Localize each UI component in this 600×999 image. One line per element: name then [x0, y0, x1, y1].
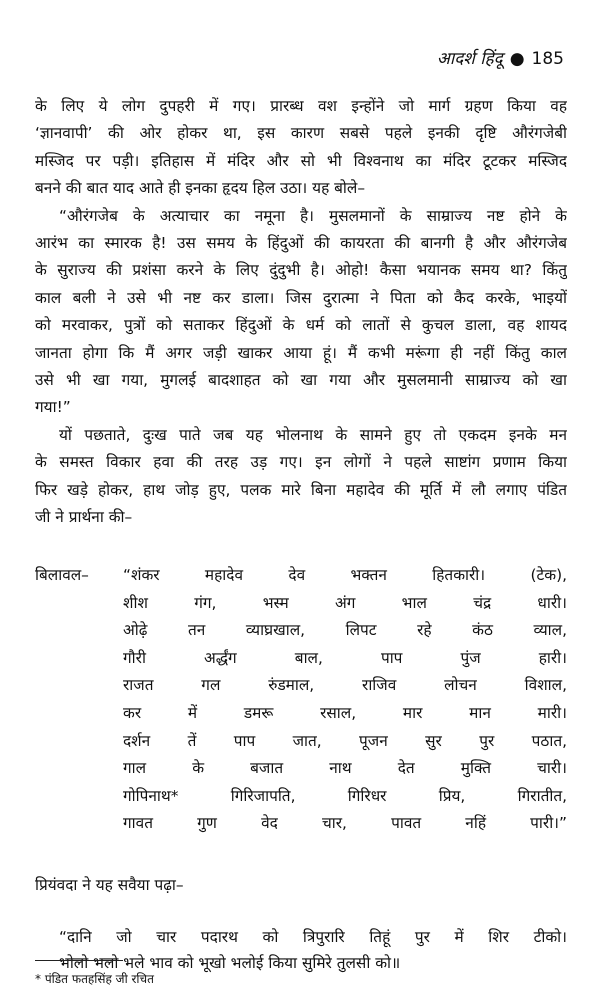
- text-line: “औरंगजेब के अत्याचार का नमूना है। मुसलमानों के साम्राज्य नष्ट होने के: [59, 206, 567, 225]
- verse-line: गौरी अर्द्धंग बाल, पाप पुंज हारी।: [123, 648, 567, 667]
- savaiya-line: “दानि जो चार पदारथ को त्रिपुरारि तिहूं पुर में शिर टीको।: [59, 928, 567, 946]
- text-line: उसे भी खा गया, मुगलई बादशाहत को खा गया और मुसलमानी साम्राज्य को खा: [35, 371, 567, 390]
- text-line: बनने की बात याद आते ही इनका हृदय हिल उठा। यह बोले–: [35, 179, 366, 198]
- text-line: गया!”: [35, 398, 71, 417]
- text-line: जी ने प्रार्थना की–: [35, 508, 133, 527]
- text-line: को मरवाकर, पुत्रों को सताकर हिंदुओं के धर्म को लातों से कुचल डाला, वह शायद: [35, 316, 567, 335]
- text-line: के सुराज्य की प्रशंसा करने के लिए दुंदुभी है। ओहो! कैसा भयानक समय था? किंतु: [35, 261, 567, 280]
- running-header: [437, 46, 564, 69]
- page-number: 185: [531, 49, 564, 69]
- verse-line: राजत गल रुंडमाल, राजिव लोचन विशाल,: [123, 676, 567, 695]
- paragraph-2: [35, 203, 567, 422]
- verse-line: ओढ़े तन व्याघ्रखाल, लिपट रहे कंठ व्याल,: [123, 621, 567, 640]
- verse-line: गाल के बजात नाथ देत मुक्ति चारी।: [123, 759, 567, 778]
- book-title: आदर्श हिंदू: [436, 49, 503, 69]
- bilawal-verse: [35, 562, 567, 838]
- footnote: * पंडित फतहसिंह जी रचित: [35, 972, 154, 986]
- verse-line: गोपिनाथ* गिरिजापति, गिरिधर प्रिय, गिरातीत,: [123, 786, 567, 805]
- footnote-rule: [35, 960, 123, 961]
- text-line: ‘ज्ञानवापी’ की ओर होकर था, इस कारण सबसे पहले इनकी दृष्टि औरंगजेबी: [35, 124, 567, 143]
- text-line: के लिए ये लोग दुपहरी में गए। प्रारब्ध वश इन्होंने जो मार्ग ग्रहण किया वह: [35, 97, 567, 115]
- verse-line: शीश गंग, भस्म अंग भाल चंद्र धारी।: [123, 593, 567, 612]
- raga-label: बिलावल–: [35, 566, 89, 584]
- text-line: जानता होगा कि मैं अगर जड़ी खाकर आया हूं। मैं कभी मरूंगा ही नहीं किंतु काल: [35, 343, 567, 362]
- text-line: के समस्त विकार हवा की तरह उड़ गए। इन लोगों ने पहले साष्टांग प्रणाम किया: [35, 453, 567, 472]
- verse-line: गावत गुण वेद चार, पावत नहिं पारी।”: [123, 814, 567, 833]
- paragraph-3: [35, 422, 567, 532]
- text-line: काल बली ने उसे भी नष्ट कर डाला। जिस दुरात्मा ने पिता को कैद करके, भाइयों: [35, 288, 567, 307]
- text-line: यों पछताते, दुःख पाते जब यह भोलनाथ के सामने हुए तो एकदम इनके मन: [59, 425, 567, 444]
- savaiya-intro: प्रियंवदा ने यह सवैया पढ़ा–: [35, 876, 184, 894]
- verse-line: कर में डमरू रसाल, मार मान मारी।: [123, 703, 567, 722]
- bullet-separator: ●: [509, 49, 525, 69]
- text-line: फिर खड़े होकर, हाथ जोड़ हुए, पलक मारे बिना महादेव की मूर्ति में लौ लगाए पंडित: [35, 480, 567, 499]
- savaiya-quote: [35, 924, 567, 976]
- prose-body: [35, 93, 567, 532]
- text-line: आरंभ का स्मारक है! उस समय के हिंदुओं की कायरता की बानगी है और औरंगजेब: [35, 234, 567, 253]
- text-line: मस्जिद पर पड़ी। इतिहास में मंदिर और सो भी विश्वनाथ का मंदिर टूटकर मस्जिद: [35, 151, 567, 170]
- verse-line: दर्शन तें पाप जात, पूजन सुर पुर पठात,: [123, 731, 567, 750]
- verse-line: “शंकर महादेव देव भक्तन हितकारी। (टेक),: [123, 566, 567, 584]
- savaiya-line: भोलो भलो भले भाव को भूखो भलोई किया सुमिरे तुलसी को॥: [59, 954, 401, 972]
- paragraph-1: [35, 93, 567, 203]
